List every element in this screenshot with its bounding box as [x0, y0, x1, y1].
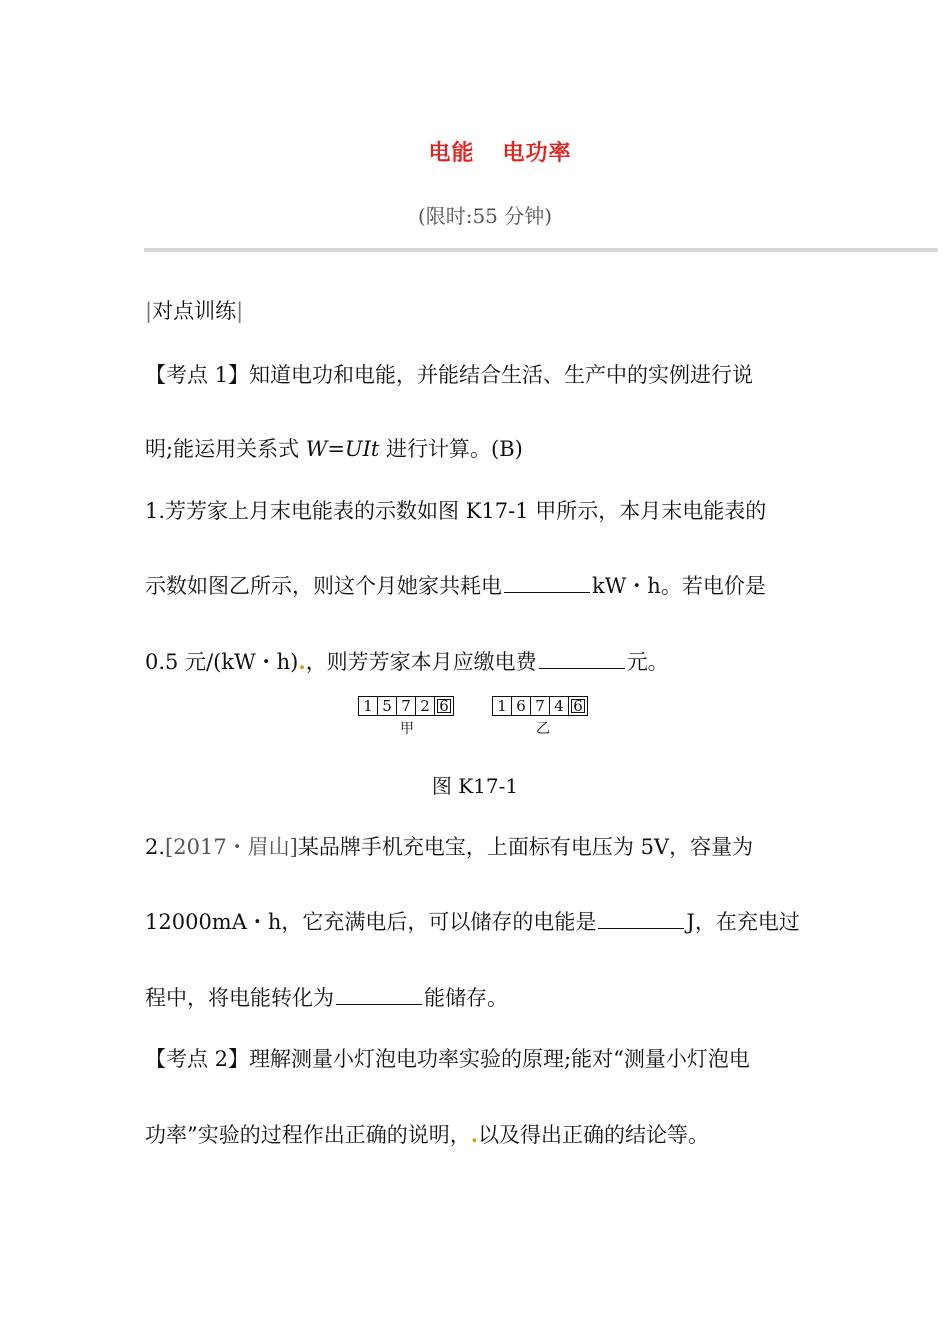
meter-yi	[492, 696, 588, 718]
answer-blank[interactable]	[336, 982, 422, 1005]
section-label: |对点训练|	[145, 299, 244, 323]
meter-jia-caption: 甲	[400, 721, 414, 737]
meter-digit: 7	[530, 696, 549, 716]
formula: W=UIt	[305, 437, 380, 461]
kp2-line2: 功率”实验的过程作出正确的说明，.以及得出正确的结论等。	[145, 1122, 710, 1147]
meter-digit: 1	[492, 696, 511, 716]
meter-digit-decimal: 6	[568, 696, 588, 716]
kp1-line2: 明;能运用关系式 W=UIt 进行计算。(B)	[145, 437, 523, 461]
meter-digit: 2	[415, 696, 434, 716]
answer-blank[interactable]	[598, 906, 684, 929]
answer-blank[interactable]	[504, 570, 590, 593]
divider	[144, 248, 938, 252]
q1-line3: 0.5 元/(kW・h).，则芳芳家本月应缴电费 元。	[145, 646, 669, 677]
meter-jia	[358, 696, 454, 718]
figure-caption: 图 K17-1	[431, 774, 519, 798]
meter-digit-decimal: 6	[434, 696, 454, 716]
meter-digit: 6	[511, 696, 530, 716]
q2-line3: 程中，将电能转化为 能储存。	[145, 982, 508, 1013]
meter-digit: 4	[549, 696, 568, 716]
meter-digit: 5	[377, 696, 396, 716]
q1-line1: 1.芳芳家上月末电能表的示数如图 K17-1 甲所示，本月末电能表的	[145, 499, 767, 523]
meter-yi-caption: 乙	[536, 721, 550, 737]
meter-digit: 7	[396, 696, 415, 716]
kp2-line1: 【考点 2】理解测量小灯泡电功率实验的原理;能对“测量小灯泡电	[145, 1047, 750, 1071]
time-limit: (限时:55 分钟)	[417, 204, 553, 228]
kp1-line1: 【考点 1】知道电功和电能，并能结合生活、生产中的实例进行说	[145, 363, 754, 387]
question-source: [2017・眉山]	[165, 835, 298, 859]
q1-line2: 示数如图乙所示，则这个月她家共耗电 kW・h。若电价是	[145, 570, 766, 601]
q2-line2: 12000mA・h，它充满电后，可以储存的电能是 J，在充电过	[145, 906, 800, 937]
page-title: 电能 电功率	[428, 140, 572, 166]
q2-line1: 2.[2017・眉山]某品牌手机充电宝，上面标有电压为 5V，容量为	[145, 835, 754, 859]
answer-blank[interactable]	[539, 646, 625, 669]
meter-digit: 1	[358, 696, 377, 716]
